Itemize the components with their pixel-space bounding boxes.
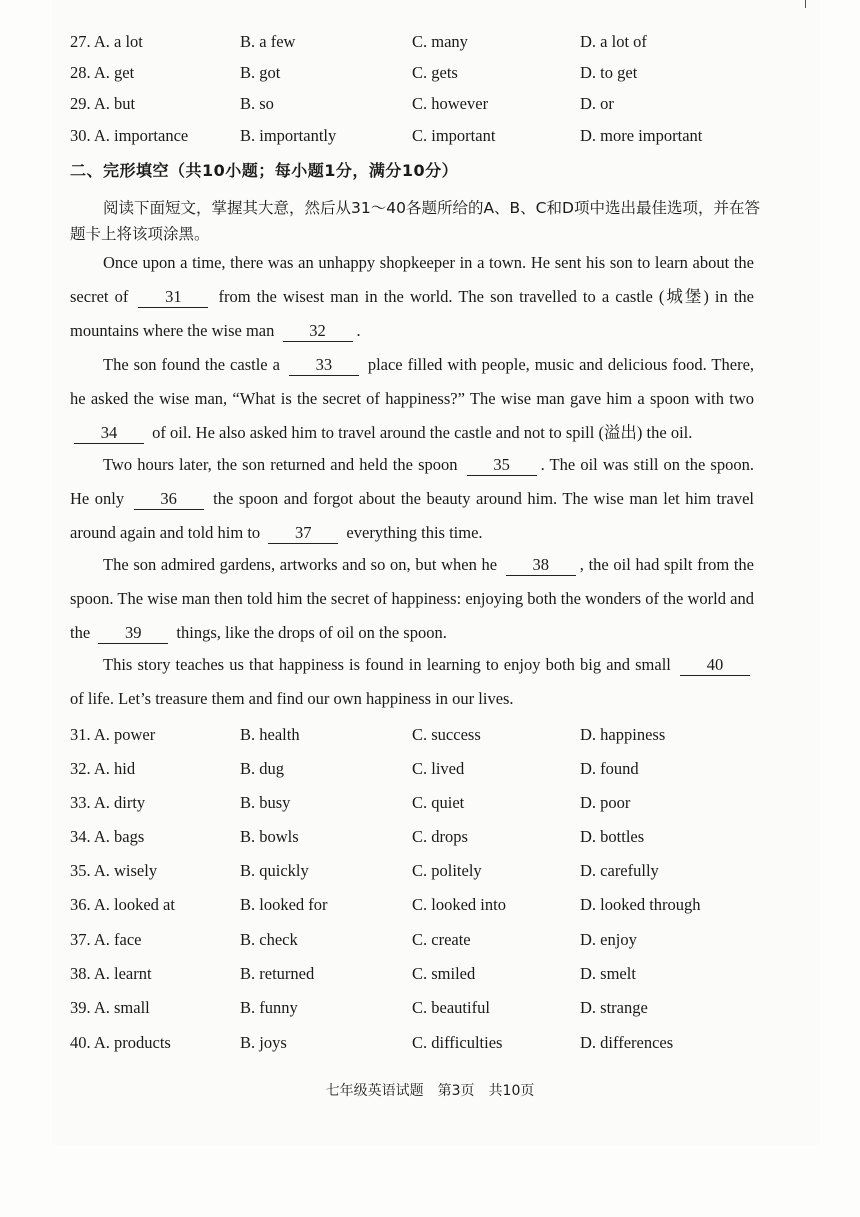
- option-a: 39. A. small: [70, 998, 150, 1017]
- passage-paragraph-5: [70, 648, 754, 716]
- option-d: D. or: [580, 94, 614, 113]
- option-c: C. looked into: [412, 895, 506, 914]
- passage-paragraph-2: [70, 348, 754, 450]
- blank-35: 35: [467, 455, 537, 476]
- option-b: B. quickly: [240, 861, 309, 880]
- option-row-33: [70, 790, 770, 816]
- option-b: B. returned: [240, 964, 315, 983]
- option-row-34: [70, 824, 770, 850]
- option-c: C. smiled: [412, 964, 476, 983]
- option-a: 38. A. learnt: [70, 964, 152, 983]
- option-c: C. difficulties: [412, 1033, 503, 1052]
- option-d: D. a lot of: [580, 32, 647, 51]
- option-a: 37. A. face: [70, 930, 142, 949]
- option-b: B. got: [240, 63, 281, 82]
- option-row-29: [70, 91, 770, 117]
- edge-mark: [805, 0, 806, 8]
- option-d: D. enjoy: [580, 930, 637, 949]
- option-a: 32. A. hid: [70, 759, 136, 778]
- blank-34: 34: [74, 423, 144, 444]
- passage-text: things, like the drops of oil on the spoon.: [176, 623, 447, 642]
- option-c: C. gets: [412, 63, 458, 82]
- passage-paragraph-1: [70, 246, 754, 348]
- blank-40: 40: [680, 655, 750, 676]
- option-d: D. differences: [580, 1033, 674, 1052]
- option-a: 30. A. importance: [70, 126, 189, 145]
- option-row-27: [70, 29, 770, 55]
- option-row-32: [70, 756, 770, 782]
- option-c: C. however: [412, 94, 489, 113]
- option-a: 28. A. get: [70, 63, 135, 82]
- blank-32: 32: [283, 321, 353, 342]
- passage-text: The son admired gardens, artworks and so on, but when he: [103, 555, 498, 574]
- passage-text: This story teaches us that happiness is found in learning to enjoy both big and small: [103, 655, 671, 674]
- option-b: B. importantly: [240, 126, 337, 145]
- passage-text: of oil. He also asked him to travel around the castle and not to spill (溢出) the oil.: [152, 423, 693, 442]
- passage-text: the spoon and forgot about the beauty around him. The wise man let him travel around again and told him to: [70, 489, 755, 542]
- option-b: B. a few: [240, 32, 296, 51]
- option-d: D. more important: [580, 126, 703, 145]
- option-a: 33. A. dirty: [70, 793, 146, 812]
- section-title: 二、完形填空（共10小题；每小题1分，满分10分）: [70, 161, 459, 180]
- option-row-28: [70, 60, 770, 86]
- option-b: B. health: [240, 725, 300, 744]
- option-c: C. important: [412, 126, 496, 145]
- option-d: D. strange: [580, 998, 648, 1017]
- section-instruction: 阅读下面短文，掌握其大意，然后从31～40各题所给的A、B、C和D项中选出最佳选项，并在答题卡上将该项涂黑。: [70, 199, 760, 243]
- option-b: B. funny: [240, 998, 298, 1017]
- option-d: D. smelt: [580, 964, 636, 983]
- option-row-38: [70, 961, 770, 987]
- option-a: 29. A. but: [70, 94, 136, 113]
- option-b: B. check: [240, 930, 298, 949]
- option-c: C. many: [412, 32, 468, 51]
- option-b: B. joys: [240, 1033, 287, 1052]
- option-row-40: [70, 1030, 770, 1056]
- passage-text: Two hours later, the son returned and held the spoon: [103, 455, 458, 474]
- option-d: D. to get: [580, 63, 638, 82]
- blank-37: 37: [268, 523, 338, 544]
- option-a: 31. A. power: [70, 725, 156, 744]
- blank-33: 33: [289, 355, 359, 376]
- option-b: B. looked for: [240, 895, 328, 914]
- option-a: 35. A. wisely: [70, 861, 158, 880]
- option-d: D. carefully: [580, 861, 659, 880]
- option-d: D. poor: [580, 793, 631, 812]
- option-row-39: [70, 995, 770, 1021]
- passage-text: everything this time.: [346, 523, 483, 542]
- option-b: B. busy: [240, 793, 291, 812]
- passage-text: , the oil had spilt from the spoon. The wise man then told him the secret of happiness: enjoying both the wonders of the world and the: [70, 555, 754, 642]
- blank-31: 31: [138, 287, 208, 308]
- option-c: C. beautiful: [412, 998, 490, 1017]
- option-d: D. bottles: [580, 827, 645, 846]
- passage-paragraph-3: [70, 448, 754, 550]
- option-a: 40. A. products: [70, 1033, 171, 1052]
- option-c: C. quiet: [412, 793, 465, 812]
- option-c: C. politely: [412, 861, 482, 880]
- option-a: 34. A. bags: [70, 827, 145, 846]
- blank-38: 38: [506, 555, 576, 576]
- option-b: B. so: [240, 94, 274, 113]
- option-row-35: [70, 858, 770, 884]
- blank-39: 39: [98, 623, 168, 644]
- option-c: C. success: [412, 725, 481, 744]
- option-d: D. happiness: [580, 725, 666, 744]
- passage-paragraph-4: [70, 548, 754, 650]
- passage-text: The son found the castle a: [103, 355, 280, 374]
- option-c: C. drops: [412, 827, 468, 846]
- option-a: 36. A. looked at: [70, 895, 175, 914]
- option-d: D. looked through: [580, 895, 701, 914]
- option-row-36: [70, 892, 770, 918]
- option-row-30: [70, 123, 770, 149]
- option-a: 27. A. a lot: [70, 32, 143, 51]
- passage-text: .: [356, 321, 361, 340]
- option-b: B. dug: [240, 759, 285, 778]
- option-c: C. create: [412, 930, 471, 949]
- blank-36: 36: [134, 489, 204, 510]
- passage-text: place filled with people, music and delicious food. There, he asked the wise man, “What is the secret of happiness?” The wise man gave him a spoon with two: [70, 355, 755, 408]
- option-d: D. found: [580, 759, 639, 778]
- option-b: B. bowls: [240, 827, 299, 846]
- passage-text: Once upon a time, there was an unhappy shopkeeper in a town. He sent his son to learn about the secret of: [70, 253, 754, 306]
- option-c: C. lived: [412, 759, 465, 778]
- passage-text: from the wisest man in the world. The son travelled to a castle (城堡) in the mountains where the wise man: [70, 287, 754, 340]
- option-row-31: [70, 722, 770, 748]
- passage-text: of life. Let’s treasure them and find our own happiness in our lives.: [70, 689, 514, 708]
- option-row-37: [70, 927, 770, 953]
- page-footer: 七年级英语试题 第3页 共10页: [325, 1083, 535, 1099]
- passage-text: . The oil was still on the spoon. He only: [70, 455, 754, 508]
